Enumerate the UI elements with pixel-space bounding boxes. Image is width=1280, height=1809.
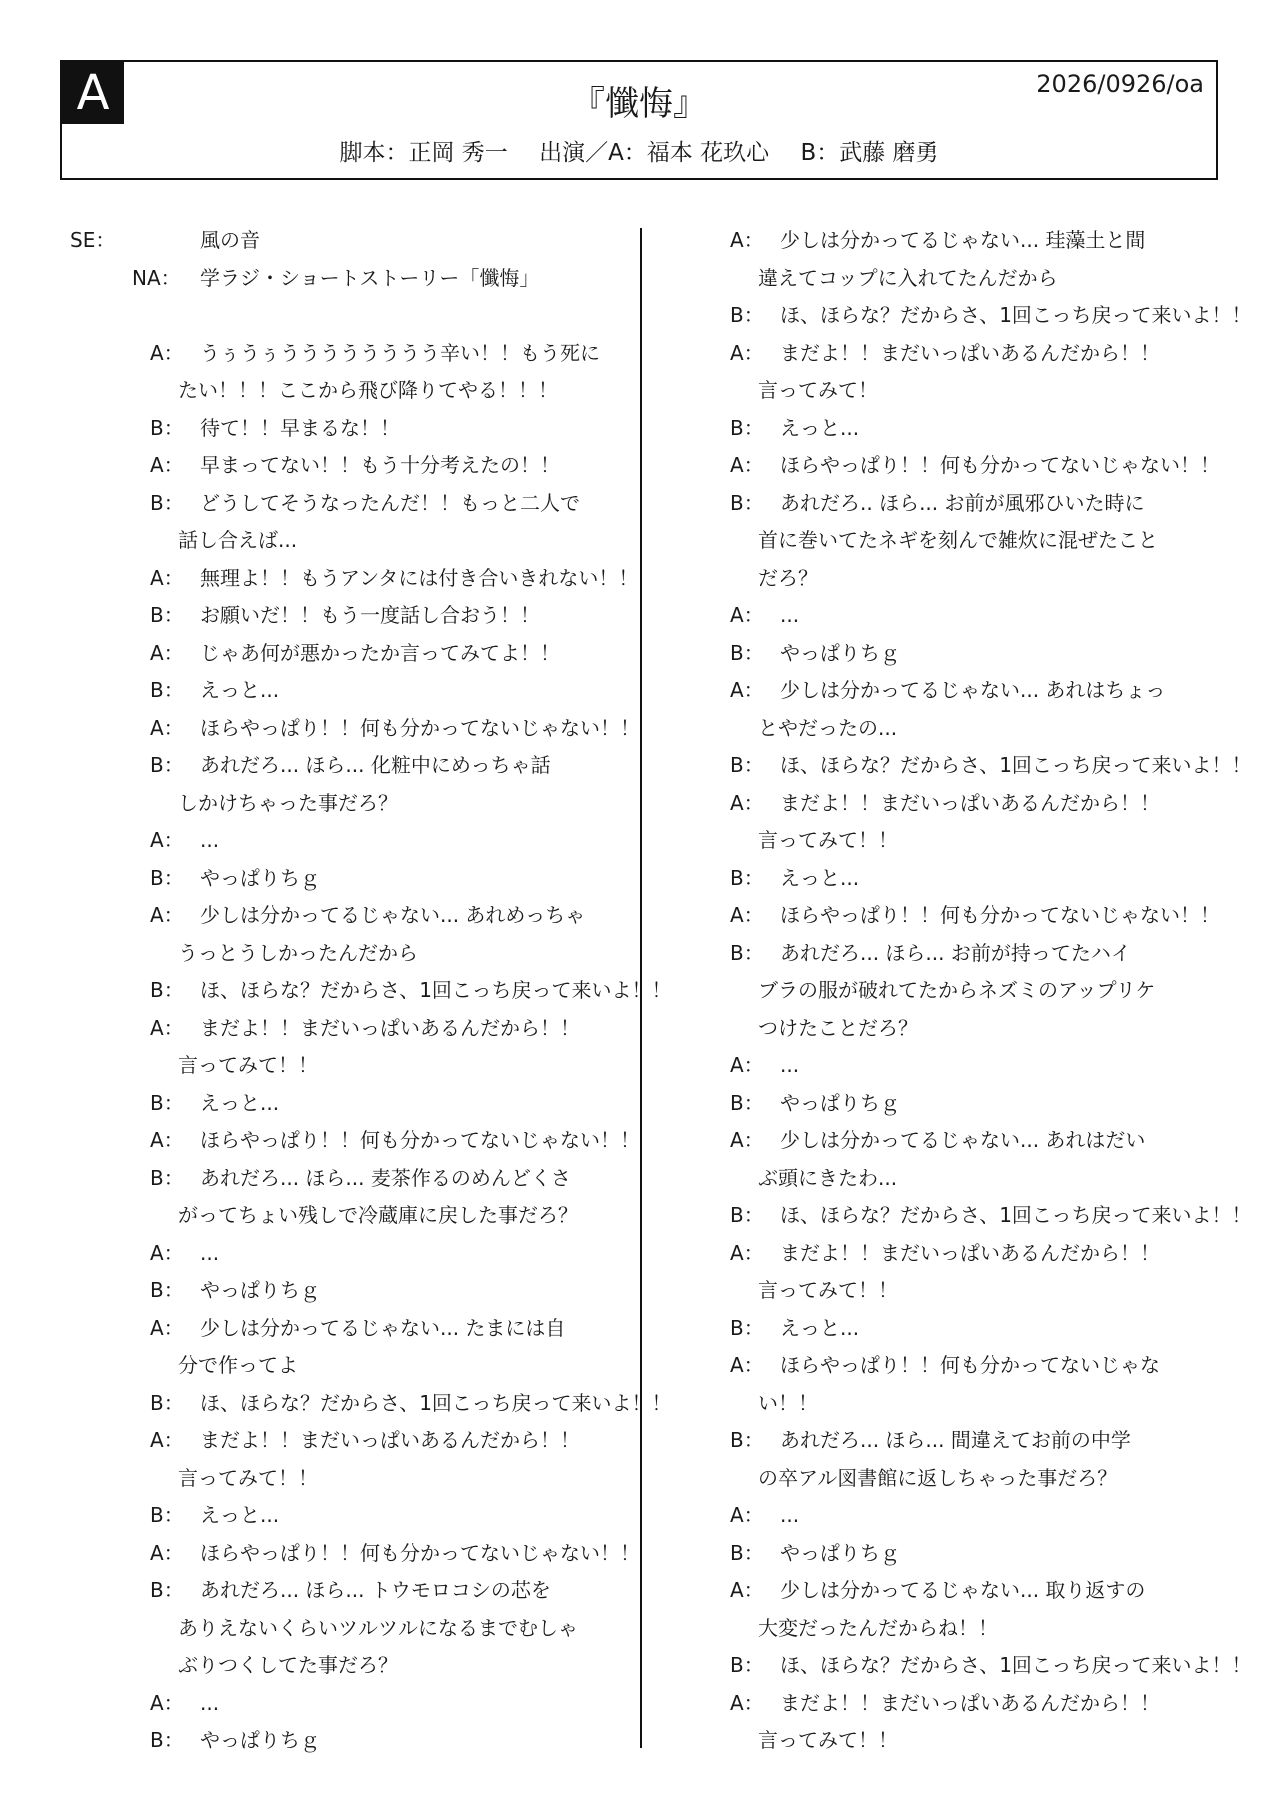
dialogue-line (70, 560, 639, 598)
dialogue-text: 待て！！早まるな！！ (200, 415, 400, 440)
dialogue-line (70, 222, 630, 260)
speaker-label: A： (730, 1240, 764, 1265)
dialogue-line (70, 635, 630, 673)
speaker-label: B： (730, 1203, 764, 1227)
dialogue-continuation: 言ってみて！！ (178, 1465, 318, 1490)
dialogue-text: えっと... (200, 1503, 280, 1527)
dialogue-continuation: ありえないくらいツルツルになるまでむしゃ (178, 1615, 578, 1640)
dialogue-line (70, 1122, 640, 1160)
dialogue-line (722, 297, 1252, 335)
dialogue-line (70, 1572, 630, 1610)
dialogue-text: 早まってない！！もう十分考えたの！！ (200, 453, 560, 477)
dialogue-text: ほらやっぱり！！何も分かってないじゃない！！ (200, 715, 640, 740)
dialogue-text: あれだろ... ほら... 化粧中にめっちゃ話 (200, 753, 551, 777)
speaker-label: B： (150, 490, 184, 515)
speaker-label: A： (730, 340, 764, 365)
dialogue-line (70, 785, 630, 823)
dialogue-text: えっと... (780, 865, 860, 890)
speaker-label: B： (150, 1578, 184, 1602)
speaker-label: A： (150, 1240, 184, 1265)
speaker-label: A： (730, 603, 764, 627)
dialogue-text: 少しは分かってるじゃない... たまには自 (200, 1315, 566, 1340)
dialogue-line (70, 860, 630, 898)
dialogue-line (70, 747, 630, 785)
dialogue-line (70, 1235, 630, 1273)
dialogue-text: ほらやっぱり！！何も分かってないじゃない！！ (200, 1540, 640, 1565)
dialogue-line (722, 822, 1222, 860)
speaker-label: B： (150, 1390, 184, 1415)
dialogue-line (70, 1310, 630, 1348)
credit-cast-a: 出演／A：福本 花玖心 (539, 140, 770, 166)
dialogue-line (70, 1160, 630, 1198)
dialogue-line (70, 1685, 630, 1723)
credits (62, 134, 1216, 167)
dialogue-line (722, 1235, 1222, 1273)
speaker-label: A： (730, 1578, 764, 1602)
dialogue-line (722, 522, 1222, 560)
dialogue-line (70, 335, 630, 373)
dialogue-text: ほ、ほらな？だからさ、1回こっち戻って来いよ！！ (200, 978, 672, 1002)
dialogue-line (70, 1610, 630, 1648)
speaker-label: B： (730, 940, 764, 965)
dialogue-line (722, 1460, 1222, 1498)
dialogue-text: ほ、ほらな？だからさ、1回こっち戻って来いよ！！ (780, 753, 1252, 777)
dialogue-text: どうしてそうなったんだ！！もっと二人で (200, 490, 580, 515)
section-label: A (62, 62, 124, 124)
dialogue-text: まだよ！！まだいっぱいあるんだから！！ (200, 1015, 580, 1040)
dialogue-line (70, 972, 672, 1010)
speaker-label: B： (150, 1503, 184, 1527)
speaker-label: A： (150, 828, 184, 852)
dialogue-text: ... (200, 1240, 220, 1265)
blank-line (70, 297, 630, 335)
speaker-label: A： (150, 1428, 184, 1452)
speaker-label: A： (150, 1015, 184, 1040)
dialogue-text: 少しは分かってるじゃない... あれはだい (780, 1128, 1146, 1152)
dialogue-text: あれだろ.. ほら... お前が風邪ひいた時に (780, 490, 1145, 515)
dialogue-text: 学ラジ・ショートストーリー「懺悔」 (200, 265, 540, 290)
dialogue-line (70, 1347, 630, 1385)
speaker-label: A： (150, 453, 184, 477)
dialogue-text: やっぱりちｇ (780, 1540, 900, 1565)
dialogue-line (70, 1422, 630, 1460)
dialogue-line (722, 447, 1222, 485)
dialogue-line (722, 635, 1222, 673)
dialogue-text: ほ、ほらな？だからさ、1回こっち戻って来いよ！！ (780, 1203, 1252, 1227)
dialogue-line (722, 1572, 1222, 1610)
dialogue-line (70, 672, 630, 710)
dialogue-line (70, 822, 630, 860)
dialogue-continuation: うっとうしかったんだから (178, 940, 418, 965)
dialogue-continuation: たい！！！ここから飛び降りてやる！！！ (178, 378, 558, 402)
speaker-label: A： (730, 790, 764, 815)
speaker-label: A： (150, 1128, 184, 1152)
dialogue-line (70, 1497, 630, 1535)
broadcast-date: 2026/0926/oa (1036, 70, 1204, 98)
dialogue-text: まだよ！！まだいっぱいあるんだから！！ (780, 340, 1160, 365)
dialogue-text: まだよ！！まだいっぱいあるんだから！！ (780, 790, 1160, 815)
dialogue-text: 無理よ！！もうアンタには付き合いきれない！！ (200, 565, 639, 590)
dialogue-text: まだよ！！まだいっぱいあるんだから！！ (780, 1240, 1160, 1265)
dialogue-line (70, 1535, 640, 1573)
dialogue-line (722, 1497, 1222, 1535)
dialogue-line (70, 372, 630, 410)
dialogue-continuation: ぶりつくしてた事だろ？ (178, 1653, 398, 1677)
dialogue-text: やっぱりちｇ (780, 640, 900, 665)
dialogue-line (722, 410, 1222, 448)
dialogue-line (722, 1010, 1222, 1048)
dialogue-line (70, 1047, 630, 1085)
dialogue-continuation: 言ってみて！ (758, 378, 878, 402)
dialogue-text: 風の音 (200, 228, 260, 252)
dialogue-continuation: 言ってみて！！ (758, 1278, 898, 1302)
dialogue-line (70, 447, 630, 485)
dialogue-text: えっと... (780, 415, 860, 440)
speaker-label: A： (150, 1690, 184, 1715)
speaker-label: B： (150, 1728, 184, 1752)
speaker-label: A： (730, 228, 764, 252)
dialogue-line (70, 410, 630, 448)
speaker-label: B： (150, 678, 184, 702)
dialogue-line (722, 1385, 1222, 1423)
dialogue-text: やっぱりちｇ (200, 1728, 320, 1752)
dialogue-continuation: 言ってみて！！ (178, 1053, 318, 1077)
dialogue-text: やっぱりちｇ (780, 1090, 900, 1115)
speaker-label: B： (730, 303, 764, 327)
dialogue-line (722, 1272, 1222, 1310)
speaker-label: A： (150, 1315, 184, 1340)
dialogue-continuation: ぶ頭にきたわ... (758, 1165, 898, 1190)
speaker-label: A： (150, 565, 184, 590)
dialogue-line (70, 522, 630, 560)
dialogue-line (70, 1085, 630, 1123)
dialogue-line (70, 1460, 630, 1498)
dialogue-line (70, 1385, 672, 1423)
dialogue-line (722, 1610, 1222, 1648)
speaker-label: SE： (70, 228, 116, 252)
dialogue-text: ... (200, 1690, 220, 1715)
speaker-label: A： (730, 903, 764, 927)
speaker-label: B： (150, 753, 184, 777)
dialogue-text: ほ、ほらな？だからさ、1回こっち戻って来いよ！！ (780, 1653, 1252, 1677)
speaker-label: B： (730, 1653, 764, 1677)
dialogue-continuation: の卒アル図書館に返しちゃった事だろ？ (758, 1465, 1118, 1490)
dialogue-continuation: 言ってみて！！ (758, 1728, 898, 1752)
dialogue-line (722, 372, 1222, 410)
dialogue-continuation: とやだったの... (758, 715, 898, 740)
dialogue-text: ほらやっぱり！！何も分かってないじゃない！！ (780, 903, 1220, 927)
speaker-label: B： (730, 1090, 764, 1115)
speaker-label: B： (730, 1540, 764, 1565)
dialogue-text: えっと... (780, 1315, 860, 1340)
dialogue-text: ... (780, 603, 800, 627)
speaker-label: A： (730, 1128, 764, 1152)
dialogue-line (70, 1272, 630, 1310)
speaker-label: A： (730, 1503, 764, 1527)
dialogue-line (722, 1160, 1222, 1198)
speaker-label: NA： (132, 265, 181, 290)
dialogue-line (722, 672, 1222, 710)
dialogue-continuation: しかけちゃった事だろ？ (178, 790, 398, 815)
speaker-label: B： (730, 1428, 764, 1452)
speaker-label: B： (150, 1165, 184, 1190)
dialogue-line (722, 260, 1222, 298)
dialogue-text: 少しは分かってるじゃない... あれめっちゃ (200, 903, 586, 927)
dialogue-line (722, 860, 1222, 898)
credit-writer: 脚本：正岡 秀一 (339, 140, 508, 166)
dialogue-line (722, 1722, 1222, 1760)
dialogue-continuation: 分で作ってよ (178, 1353, 298, 1377)
dialogue-line (722, 1047, 1222, 1085)
dialogue-continuation: 大変だったんだからね！！ (758, 1615, 998, 1640)
speaker-label: A： (150, 340, 184, 365)
speaker-label: A： (730, 1690, 764, 1715)
dialogue-line (722, 1535, 1222, 1573)
dialogue-text: えっと... (200, 678, 280, 702)
dialogue-line (722, 897, 1222, 935)
dialogue-line (70, 710, 640, 748)
dialogue-text: まだよ！！まだいっぱいあるんだから！！ (780, 1690, 1160, 1715)
dialogue-line (722, 335, 1222, 373)
speaker-label: B： (730, 640, 764, 665)
dialogue-text: ほらやっぱり！！何も分かってないじゃない！！ (200, 1128, 640, 1152)
dialogue-line (722, 785, 1222, 823)
dialogue-line (70, 897, 630, 935)
dialogue-line (722, 1685, 1222, 1723)
dialogue-line (722, 1122, 1222, 1160)
dialogue-line (722, 972, 1222, 1010)
dialogue-line (70, 260, 630, 298)
dialogue-line (722, 485, 1222, 523)
dialogue-text: お願いだ！！もう一度話し合おう！！ (200, 603, 540, 627)
left-column (70, 222, 672, 1760)
dialogue-line (70, 935, 630, 973)
speaker-label: B： (730, 1315, 764, 1340)
dialogue-text: ほらやっぱり！！何も分かってないじゃな (780, 1353, 1160, 1377)
speaker-label: A： (730, 453, 764, 477)
speaker-label: A： (150, 715, 184, 740)
dialogue-text: やっぱりちｇ (200, 1278, 320, 1302)
dialogue-text: 少しは分かってるじゃない... あれはちょっ (780, 678, 1166, 702)
dialogue-text: ... (780, 1053, 800, 1077)
dialogue-continuation: がってちょい残しで冷蔵庫に戻した事だろ？ (178, 1203, 578, 1227)
dialogue-text: やっぱりちｇ (200, 865, 320, 890)
dialogue-text: ほ、ほらな？だからさ、1回こっち戻って来いよ！！ (780, 303, 1252, 327)
dialogue-text: 少しは分かってるじゃない... 取り返すの (780, 1578, 1146, 1602)
dialogue-text: ... (780, 1503, 800, 1527)
speaker-label: B： (730, 753, 764, 777)
dialogue-continuation: 言ってみて！！ (758, 828, 898, 852)
speaker-label: A： (150, 1540, 184, 1565)
dialogue-text: じゃあ何が悪かったか言ってみてよ！！ (200, 640, 560, 665)
speaker-label: A： (730, 1353, 764, 1377)
dialogue-line (70, 1197, 630, 1235)
speaker-label: A： (150, 640, 184, 665)
dialogue-text: あれだろ... ほら... トウモロコシの芯を (200, 1578, 551, 1602)
speaker-label: B： (150, 865, 184, 890)
dialogue-line (722, 597, 1222, 635)
dialogue-line (722, 1347, 1222, 1385)
dialogue-continuation: 違えてコップに入れてたんだから (758, 265, 1058, 290)
speaker-label: A： (150, 903, 184, 927)
credit-cast-b: B：武藤 磨勇 (800, 140, 939, 166)
dialogue-continuation: ブラの服が破れてたからネズミのアップリケ (758, 978, 1156, 1002)
dialogue-line (722, 222, 1222, 260)
dialogue-text: ほらやっぱり！！何も分かってないじゃない！！ (780, 453, 1220, 477)
dialogue-text: ほ、ほらな？だからさ、1回こっち戻って来いよ！！ (200, 1390, 672, 1415)
dialogue-text: まだよ！！まだいっぱいあるんだから！！ (200, 1428, 580, 1452)
dialogue-line (722, 1197, 1252, 1235)
dialogue-continuation: 話し合えば... (178, 528, 298, 552)
dialogue-continuation: 首に巻いてたネギを刻んで雑炊に混ぜたこと (758, 528, 1158, 552)
script-title: 『懺悔』 (571, 84, 707, 124)
speaker-label: B： (730, 865, 764, 890)
dialogue-text: うぅうぅうううううううう辛い！！もう死に (200, 340, 600, 365)
speaker-label: B： (730, 415, 764, 440)
dialogue-line (722, 1647, 1252, 1685)
speaker-label: B： (150, 1090, 184, 1115)
script-header (60, 60, 1218, 180)
speaker-label: B： (730, 490, 764, 515)
speaker-label: A： (730, 1053, 764, 1077)
dialogue-text: あれだろ... ほら... 麦茶作るのめんどくさ (200, 1165, 571, 1190)
dialogue-line (70, 1722, 630, 1760)
speaker-label: B： (150, 1278, 184, 1302)
dialogue-line (722, 1085, 1222, 1123)
dialogue-text: あれだろ... ほら... 間違えてお前の中学 (780, 1428, 1131, 1452)
dialogue-continuation: つけたことだろ？ (758, 1015, 918, 1040)
dialogue-text: 少しは分かってるじゃない... 珪藻土と間 (780, 228, 1146, 252)
speaker-label: A： (730, 678, 764, 702)
right-column (722, 222, 1252, 1760)
dialogue-text: あれだろ... ほら... お前が持ってたハイ (780, 940, 1131, 965)
dialogue-line (722, 1422, 1222, 1460)
dialogue-text: ... (200, 828, 220, 852)
dialogue-line (722, 1310, 1222, 1348)
dialogue-line (70, 1647, 630, 1685)
dialogue-continuation: い！！ (758, 1390, 818, 1415)
speaker-label: B： (150, 603, 184, 627)
dialogue-line (70, 485, 630, 523)
speaker-label: B： (150, 978, 184, 1002)
dialogue-continuation: だろ？ (758, 565, 818, 590)
speaker-label: B： (150, 415, 184, 440)
dialogue-line (70, 597, 630, 635)
dialogue-line (722, 747, 1252, 785)
dialogue-line (722, 710, 1222, 748)
dialogue-line (722, 560, 1222, 598)
dialogue-line (70, 1010, 630, 1048)
dialogue-line (722, 935, 1222, 973)
dialogue-text: えっと... (200, 1090, 280, 1115)
